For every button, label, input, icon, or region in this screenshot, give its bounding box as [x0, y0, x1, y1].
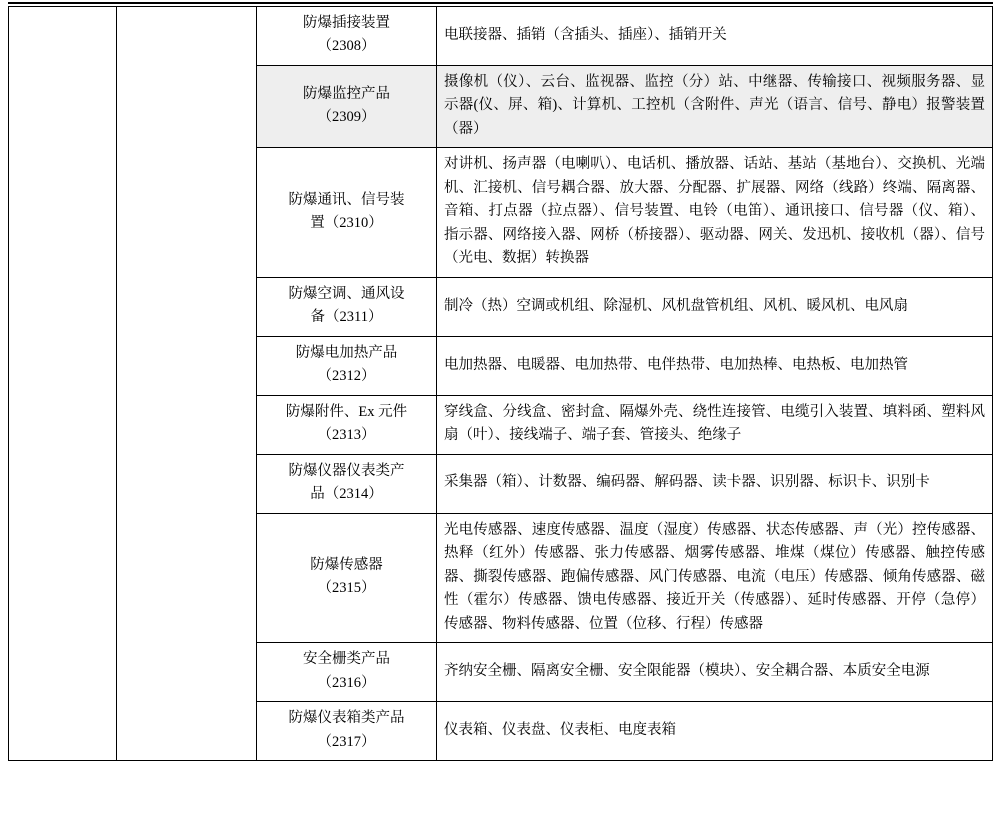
category-line-1: 防爆电加热产品 — [295, 344, 398, 361]
category-line-2: （2316） — [317, 674, 376, 691]
cell-description: 电联接器、插销（含插头、插座）、插销开关 — [437, 7, 993, 66]
category-line-1: 安全栅类产品 — [303, 651, 390, 668]
category-line-2: （2308） — [317, 38, 376, 55]
cell-column-two-empty — [117, 7, 257, 761]
table-row — [9, 7, 993, 66]
cell-category — [257, 643, 437, 702]
cell-description: 光电传感器、速度传感器、温度（湿度）传感器、状态传感器、声（光）控传感器、热释（红外）传感器、张力传感器、烟雾传感器、堆煤（煤位）传感器、触控传感器、撕裂传感器、跑偏传感器、风门传感器、电流（电压）传感器、倾角传感器、磁性（霍尔）传感器、馈电传感器、接近开关（传感器）、延时传感器、开停（急停）传感器、物料传感器、位置（位移、行程）传感器 — [437, 513, 993, 642]
category-line-2: （2317） — [317, 733, 376, 750]
cell-description: 电加热器、电暖器、电加热带、电伴热带、电加热棒、电热板、电加热管 — [437, 336, 993, 395]
category-line-1: 防爆附件、Ex 元件 — [285, 403, 408, 420]
category-line-1: 防爆通讯、信号装 — [288, 191, 405, 208]
cell-description: 采集器（箱）、计数器、编码器、解码器、读卡器、识别器、标识卡、识别卡 — [437, 454, 993, 513]
category-line-1: 防爆空调、通风设 — [288, 285, 405, 302]
cell-category — [257, 277, 437, 336]
category-line-2: （2312） — [317, 368, 376, 385]
cell-description: 穿线盒、分线盒、密封盒、隔爆外壳、绕性连接管、电缆引入装置、填料函、塑料风扇（叶）、接线端子、端子套、管接头、绝缘子 — [437, 395, 993, 454]
cell-description: 仪表箱、仪表盘、仪表柜、电度表箱 — [437, 702, 993, 761]
cell-category — [257, 454, 437, 513]
cell-description: 对讲机、扬声器（电喇叭）、电话机、播放器、话站、基站（基地台）、交换机、光端机、汇接机、信号耦合器、放大器、分配器、扩展器、网络（线路）终端、隔离器、音箱、打点器（拉点器）、信号装置、电铃（电笛）、通讯接口、信号器（仪、箱）、指示器、网络接入器、网桥（桥接器）、驱动器、网关、发迅机、接收机（器）、信号（光电、数据）转换器 — [437, 148, 993, 277]
category-line-2: （2313） — [317, 427, 376, 444]
category-line-2: （2315） — [317, 580, 376, 597]
page-top-rule — [8, 2, 993, 4]
product-category-table — [8, 6, 993, 761]
cell-category — [257, 65, 437, 147]
category-line-2: 品（2314） — [310, 486, 383, 503]
category-line-1: 防爆传感器 — [310, 556, 383, 573]
cell-column-one-empty — [9, 7, 117, 761]
cell-category — [257, 702, 437, 761]
cell-category — [257, 7, 437, 66]
cell-category — [257, 336, 437, 395]
category-line-1: 防爆仪器仪表类产 — [288, 462, 405, 479]
cell-description: 摄像机（仪）、云台、监视器、监控（分）站、中继器、传输接口、视频服务器、显示器(仪、屏、箱)、计算机、工控机（含附件、声光（语言、信号、静电）报警装置（器） — [437, 65, 993, 147]
cell-description: 制冷（热）空调或机组、除湿机、风机盘管机组、风机、暖风机、电风扇 — [437, 277, 993, 336]
category-line-1: 防爆仪表箱类产品 — [288, 710, 405, 727]
category-line-2: （2309） — [317, 109, 376, 126]
cell-category — [257, 395, 437, 454]
cell-description: 齐纳安全栅、隔离安全栅、安全限能器（模块）、安全耦合器、本质安全电源 — [437, 643, 993, 702]
category-line-1: 防爆插接装置 — [303, 15, 390, 31]
category-line-1: 防爆监控产品 — [303, 85, 390, 102]
category-line-2: 置（2310） — [310, 215, 383, 232]
cell-category — [257, 513, 437, 642]
category-line-2: 备（2311） — [310, 309, 383, 326]
cell-category — [257, 148, 437, 277]
